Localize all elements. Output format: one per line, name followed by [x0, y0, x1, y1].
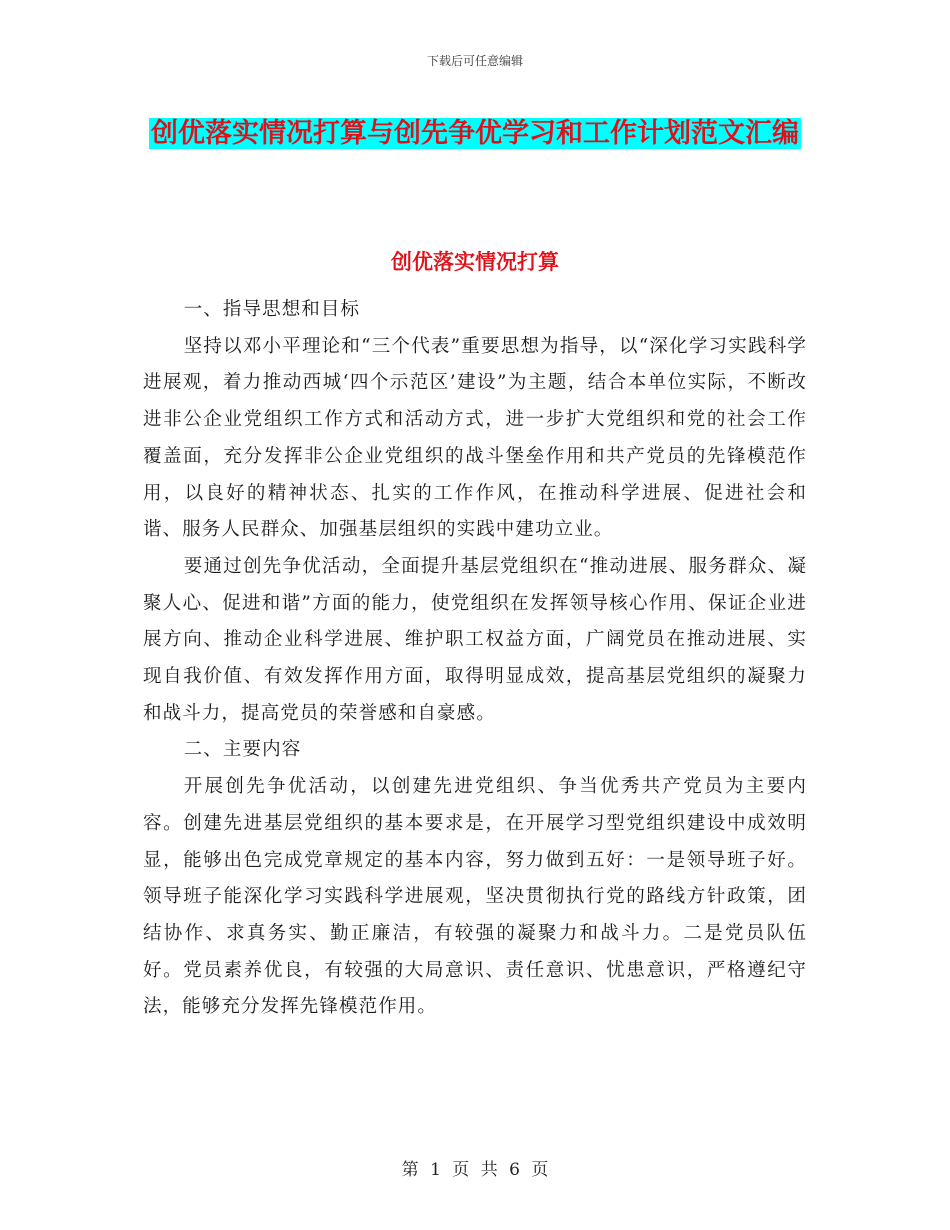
heading-guiding-principles: 一、指导思想和目标	[183, 299, 361, 320]
paragraph: 要通过创先争优活动，全面提升基层党组织在“推动进展、服务群众、凝聚人心、促进和谐”方面的能力，使党组织在发挥领导核心作用、保证企业进展方向、推动企业科学进展、维护职工权益方面，广阔党员在推动进展、实现自我价值、有效发挥作用方面，取得明显成效，提高基层党组织的凝聚力和战斗力，提高党员的荣誉感和自豪感。	[143, 555, 807, 724]
document-title-text: 创优落实情况打算与创先争优学习和工作计划范文汇编	[151, 118, 799, 149]
document-title	[143, 108, 807, 160]
page-header-note: 下载后可任意编辑	[426, 54, 523, 68]
document-body	[143, 292, 807, 1026]
paragraph: 坚持以邓小平理论和“三个代表”重要思想为指导，以“深化学习实践科学进展观，着力推动西城‘四个示范区’建设”为主题，结合本单位实际，不断改进非公企业党组织工作方式和活动方式，进一步扩大党组织和党的社会工作覆盖面，充分发挥非公企业党组织的战斗堡垒作用和共产党员的先锋模范作用，以良好的精神状态、扎实的工作作风，在推动科学进展、促进社会和谐、服务人民群众、加强基层组织的实践中建功立业。	[143, 335, 807, 541]
paragraph: 开展创先争优活动，以创建先进党组织、争当优秀共产党员为主要内容。创建先进基层党组织的基本要求是，在开展学习型党组织建设中成效明显，能够出色完成党章规定的基本内容，努力做到五好：一是领导班子好。领导班子能深化学习实践科学进展观，坚决贯彻执行党的路线方针政策，团结协作、求真务实、勤正廉洁，有较强的凝聚力和战斗力。二是党员队伍好。党员素养优良，有较强的大局意识、责任意识、忧患意识，严格遵纪守法，能够充分发挥先锋模范作用。	[143, 776, 807, 1018]
page-footer: 第 1 页 共 6 页	[401, 1160, 549, 1180]
heading-main-content: 二、主要内容	[183, 739, 302, 761]
section-title: 创优落实情况打算	[391, 250, 559, 274]
